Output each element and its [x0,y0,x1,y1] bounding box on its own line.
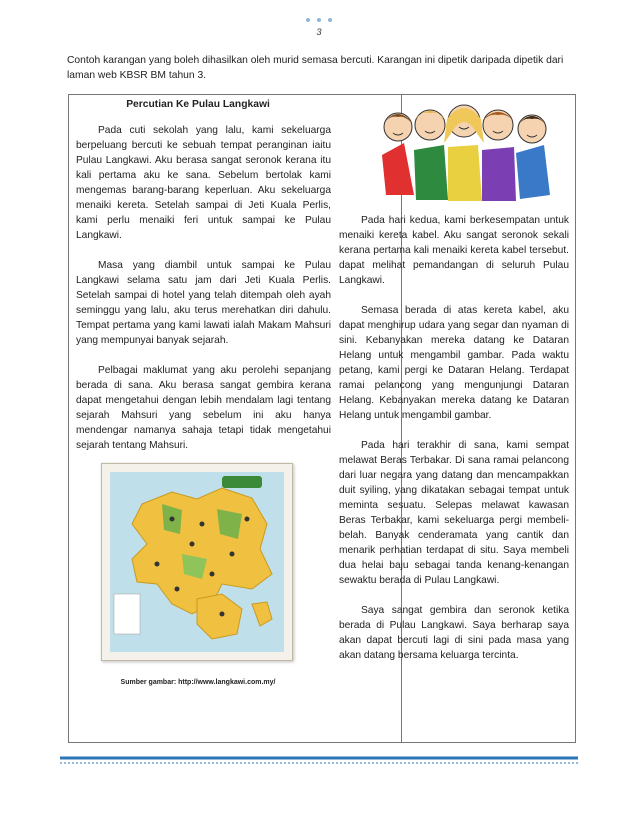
story-paragraph: Pelbagai maklumat yang aku perolehi sepanjang berada di sana. Aku berasa sangat gembira kerana dapat mengetahui dengan lebih mendalam lagi tentang sejarah Mahsuri yang sebelum ini aku hanya mendengar namanya sahaja tetapi tidak mengetahui sejarah tentang Mahsuri. [76,365,331,451]
story-paragraph: Pada hari kedua, kami berkesempatan untuk menaiki kereta kabel. Aku sangat seronok sekali kerana pertama kali menaiki kereta kabel tersebut. dapat melihat pemandangan di seluruh Pulau Langkawi. [339,215,569,286]
story-paragraph: Pada hari terakhir di sana, kami sempat melawat Beras Terbakar. Di sana ramai pelancong dari luar negara yang datang dan mencampakkan duit syiling, yang dikatakan sebagai tempat untuk meminta sesuatu. Selepas melawat kawasan Beras Terbakar, kami sekeluarga pergi membeli-belah. Banyak cenderamata yang cantik dan menarik perhatian terdapat di situ. Saya membeli dua helai baju sebagai tanda kenang-kenangan sewaktu berada di Pulau Langkawi. [339,440,569,586]
intro-text: Contoh karangan yang boleh dihasilkan oleh murid semasa bercuti. Karangan ini dipetik daripada dipetik dari laman web KBSR BM tahun 3. [67,55,564,81]
story-title: Percutian Ke Pulau Langkawi [126,99,270,110]
children-image [374,95,554,205]
footer-rule [60,756,578,766]
map-illustration [102,464,292,660]
story-paragraph: Semasa berada di atas kereta kabel, aku dapat menghirup udara yang segar dan nyaman di sini. Kebanyakan mereka datang ke Dataran Helang untuk mengambil gambar. Pada waktu petang, kami pergi ke Dataran Helang. Terdapat ramai pelancong yang mengunjungi Dataran Helang. Kebanyakan mereka datang ke Dataran Helang untuk mengambil gambar. [339,305,569,421]
header-dots-icon [306,18,332,26]
image-caption: Sumber gambar: http://www.langkawi.com.my/ [120,679,276,686]
story-paragraph: Masa yang diambil untuk sampai ke Pulau Langkawi selama satu jam dari Jeti Kuala Perlis. Setelah sampai di hotel yang telah ditempah oleh ayah seminggu yang lalu, aku terus merehatkan diri dahulu. Tempat pertama yang kami lawati ialah Makam Mahsuri yang mempunyai banyak sejarah. [76,260,331,346]
story-left-column [76,123,331,468]
story-paragraph: Saya sangat gembira dan seronok ketika berada di Pulau Langkawi. Saya berharap saya akan dapat bercuti lagi di sini pada masa yang akan datang bersama keluarga tercinta. [339,605,569,661]
page-number: 3 [316,27,322,37]
story-frame [68,94,576,743]
story-paragraph: Pada cuti sekolah yang lalu, kami sekeluarga berpeluang bercuti ke sebuah tempat peranginan iaitu Pulau Langkawi. Aku berasa sangat seronok kerana itu kali pertama aku ke sana. Sebelum bertolak kami mengemas barang-barang keperluan. Aku sekeluarga menaiki kereta. Setelah sampai di Jeti Kuala Perlis, kami perlu menaiki feri untuk sampai ke Pulau Langkawi. [76,125,331,241]
story-right-column [339,213,569,678]
langkawi-map-image [101,463,293,661]
children-illustration [374,95,554,205]
